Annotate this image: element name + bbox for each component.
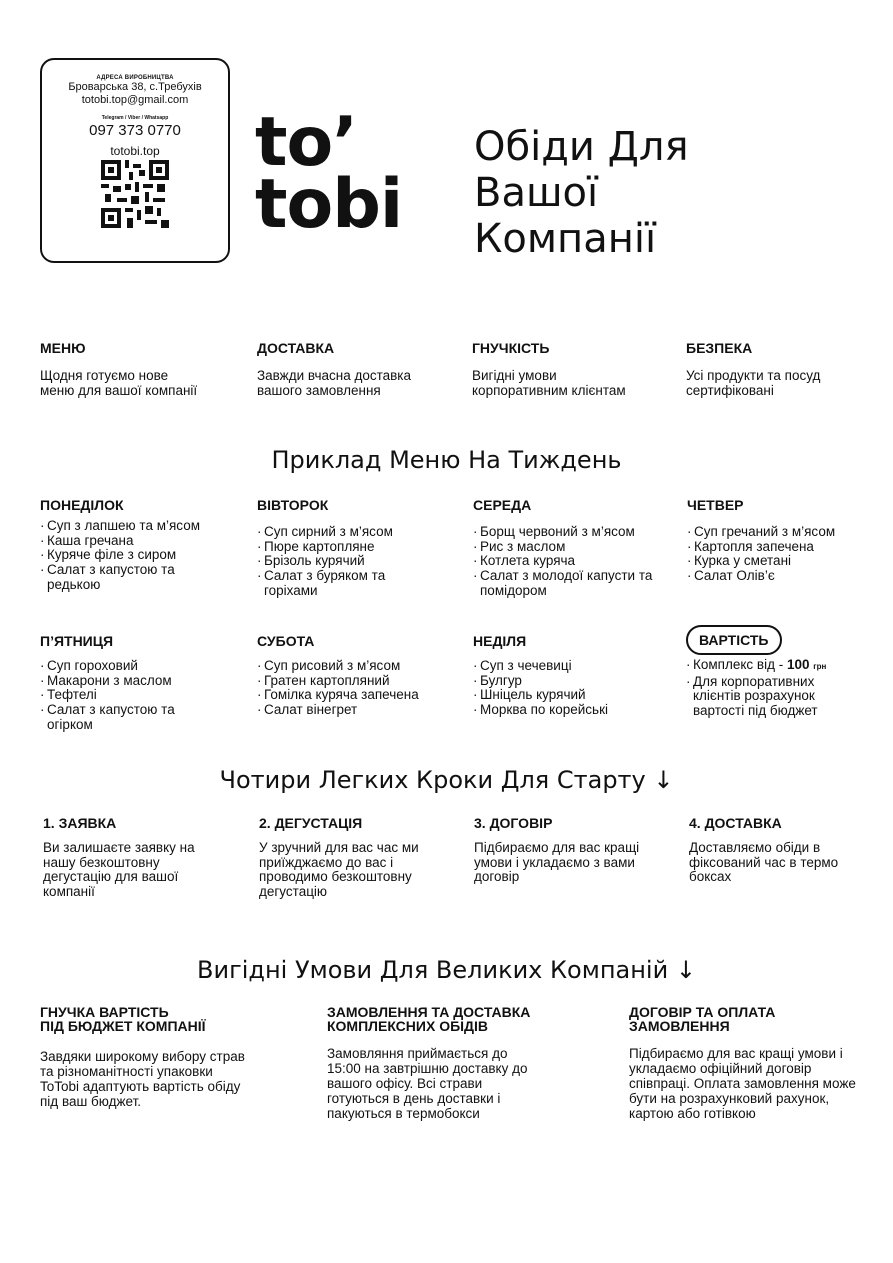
list-item: · Шніцель курячий xyxy=(473,688,673,703)
day-title: ЧЕТВЕР xyxy=(687,497,744,513)
day-sunday xyxy=(473,633,673,718)
list-item: · Гомілка куряча запечена xyxy=(257,688,442,703)
contact-address: Броварська 38, с.Требухів xyxy=(68,81,202,93)
feature-menu xyxy=(40,340,240,398)
step-text: У зручний для вас час ми приїжджаємо до вас і проводимо безкоштовну дегустацію xyxy=(259,840,419,900)
step-1 xyxy=(43,815,213,900)
step-text: Підбираємо для вас кращі умови і укладаємо з вами договір xyxy=(474,840,640,885)
brand-logo xyxy=(255,103,403,244)
list-item: · Гратен картопляний xyxy=(257,674,442,689)
condition-text: Замовляння приймається до 15:00 на завтрішню доставку до вашого офісу. Всі страви готуються в день доставки і пакуються в термобокси xyxy=(327,1046,528,1121)
list-item: · Салат з буряком та горіхами xyxy=(257,569,442,598)
steps-section-title: Чотири Легких Кроки Для Старту ↓ xyxy=(219,766,674,794)
list-item: · Салат Олів’є xyxy=(687,569,862,584)
step-2 xyxy=(259,815,454,900)
headline-line-2: Вашої xyxy=(474,170,599,216)
condition-title-line: ЗАМОВЛЕННЯ ТА ДОСТАВКА xyxy=(327,1004,531,1020)
feature-title: ГНУЧКІСТЬ xyxy=(472,340,550,356)
condition-title-line: ДОГОВІР ТА ОПЛАТА xyxy=(629,1004,776,1020)
day-dish-list xyxy=(257,525,442,599)
day-wednesday xyxy=(473,497,673,599)
step-title: 1. ЗАЯВКА xyxy=(43,815,117,831)
feature-text-line: Щодня готуємо нове xyxy=(40,368,169,383)
day-title: П’ЯТНИЦЯ xyxy=(40,633,114,649)
list-item: · Суп рисовий з м’ясом xyxy=(257,659,442,674)
list-item: · Суп гречаний з м’ясом xyxy=(687,525,862,540)
day-friday xyxy=(40,633,215,733)
price-unit: грн xyxy=(813,662,827,671)
condition-text: Завдяки широкому вибору страв та різноманітності упаковки ToTobi адаптують вартість обіду під ваш бюджет. xyxy=(40,1049,245,1109)
day-title: ПОНЕДІЛОК xyxy=(40,497,124,513)
day-dish-list xyxy=(473,659,673,718)
step-title: 4. ДОСТАВКА xyxy=(689,815,782,831)
list-item: · Суп сирний з м’ясом xyxy=(257,525,442,540)
condition-text: Підбираємо для вас кращі умови і укладаємо офіційний договір співпраці. Оплата замовлення може бути на розрахунковий рахунок, картою або готівкою xyxy=(629,1046,856,1121)
feature-text-line: сертифіковані xyxy=(686,383,774,398)
day-title: СЕРЕДА xyxy=(473,497,532,513)
list-item: · Салат вінегрет xyxy=(257,703,442,718)
menu-section-title: Приклад Меню На Тиждень xyxy=(271,446,622,474)
logo-line-1: to’ xyxy=(255,103,358,182)
day-title: СУБОТА xyxy=(257,633,315,649)
list-item: · Салат з капустою та огірком xyxy=(40,703,215,732)
list-item xyxy=(686,658,861,675)
feature-title: МЕНЮ xyxy=(40,340,86,356)
price-badge: ВАРТІСТЬ xyxy=(686,625,782,655)
list-item: · Суп з лапшею та м’ясом xyxy=(40,519,215,534)
list-item: · Булгур xyxy=(473,674,673,689)
feature-text-line: вашого замовлення xyxy=(257,383,381,398)
day-tuesday xyxy=(257,497,442,599)
list-item: · Брізоль курячий xyxy=(257,554,442,569)
feature-delivery xyxy=(257,340,457,398)
day-dish-list xyxy=(40,659,215,733)
step-text: Ви залишаєте заявку на нашу безкоштовну дегустацію для вашої компанії xyxy=(43,840,195,900)
price-block xyxy=(686,625,861,719)
step-text: Доставляємо обіди в фіксований час в термо боксах xyxy=(689,840,839,885)
feature-text-line: Завжди вчасна доставка xyxy=(257,368,412,383)
day-title: НЕДІЛЯ xyxy=(473,633,527,649)
day-dish-list xyxy=(473,525,673,599)
list-item: · Салат з молодої капусти та помідором xyxy=(473,569,673,598)
feature-text xyxy=(686,368,881,398)
step-3 xyxy=(474,815,669,885)
list-item: · Рис з маслом xyxy=(473,540,673,555)
day-saturday xyxy=(257,633,442,718)
list-item: · Тефтелі xyxy=(40,688,215,703)
headline-line-3: Компанії xyxy=(474,216,657,262)
feature-text-line: Усі продукти та посуд xyxy=(686,368,821,383)
day-thursday xyxy=(687,497,862,584)
qr-code-icon xyxy=(101,160,169,228)
list-item: · Каша гречана xyxy=(40,534,215,549)
list-item: · Картопля запечена xyxy=(687,540,862,555)
list-item: · Суп з чечевиці xyxy=(473,659,673,674)
condition-title xyxy=(40,1005,255,1033)
conditions-section-title: Вигідні Умови Для Великих Компаній ↓ xyxy=(197,956,696,984)
price-value: 100 xyxy=(786,657,810,672)
contact-email[interactable]: totobi.top@gmail.com xyxy=(81,94,189,106)
condition-title-line: ЗАМОВЛЕННЯ xyxy=(629,1018,730,1034)
list-item: · Суп гороховий xyxy=(40,659,215,674)
list-item: · Пюре картопляне xyxy=(257,540,442,555)
list-item: · Курка у сметані xyxy=(687,554,862,569)
logo-line-2: tobi xyxy=(255,165,403,244)
list-item: · Салат з капустою та редькою xyxy=(40,563,215,592)
condition-title xyxy=(629,1005,859,1033)
day-dish-list xyxy=(40,519,215,593)
feature-title: БЕЗПЕКА xyxy=(686,340,753,356)
contact-phone[interactable]: 097 373 0770 xyxy=(89,122,181,139)
condition-title-line: ПІД БЮДЖЕТ КОМПАНІЇ xyxy=(40,1018,206,1034)
condition-title xyxy=(327,1005,567,1033)
feature-text xyxy=(40,368,240,398)
feature-text-line: корпоративним клієнтам xyxy=(472,383,626,398)
list-item: · Для корпоративних клієнтів розрахунок вартості під бюджет xyxy=(686,675,861,719)
contact-messengers: Telegram / Viber / Whatsapp xyxy=(101,115,169,121)
price-list xyxy=(686,658,861,719)
step-title: 2. ДЕГУСТАЦІЯ xyxy=(259,815,363,831)
day-title: ВІВТОРОК xyxy=(257,497,329,513)
feature-text xyxy=(257,368,457,398)
condition-flexible-price xyxy=(40,1005,255,1109)
feature-flexibility xyxy=(472,340,672,398)
price-prefix: Комплекс від - xyxy=(693,657,784,672)
feature-text-line: меню для вашої компанії xyxy=(40,383,198,398)
step-title: 3. ДОГОВІР xyxy=(474,815,553,831)
list-item: · Макарони з маслом xyxy=(40,674,215,689)
list-item: · Куряче філе з сиром xyxy=(40,548,215,563)
contact-site[interactable]: totobi.top xyxy=(110,144,160,158)
contact-title: АДРЕСА ВИРОБНИЦТВА xyxy=(96,75,174,81)
headline-line-1: Обіди Для xyxy=(474,124,689,170)
page-headline xyxy=(474,124,689,262)
condition-title-line: ГНУЧКА ВАРТІСТЬ xyxy=(40,1004,169,1020)
feature-safety xyxy=(686,340,881,398)
list-item: · Борщ червоний з м’ясом xyxy=(473,525,673,540)
day-dish-list xyxy=(257,659,442,718)
feature-text-line: Вигідні умови xyxy=(472,368,557,383)
condition-order-delivery xyxy=(327,1005,567,1121)
contact-card xyxy=(40,58,230,263)
day-dish-list xyxy=(687,525,862,584)
list-item: · Морква по корейські xyxy=(473,703,673,718)
condition-title-line: КОМПЛЕКСНИХ ОБІДІВ xyxy=(327,1018,489,1034)
feature-text xyxy=(472,368,672,398)
list-item: · Котлета куряча xyxy=(473,554,673,569)
feature-title: ДОСТАВКА xyxy=(257,340,335,356)
condition-contract-payment xyxy=(629,1005,859,1121)
step-4 xyxy=(689,815,859,885)
day-monday xyxy=(40,497,215,593)
